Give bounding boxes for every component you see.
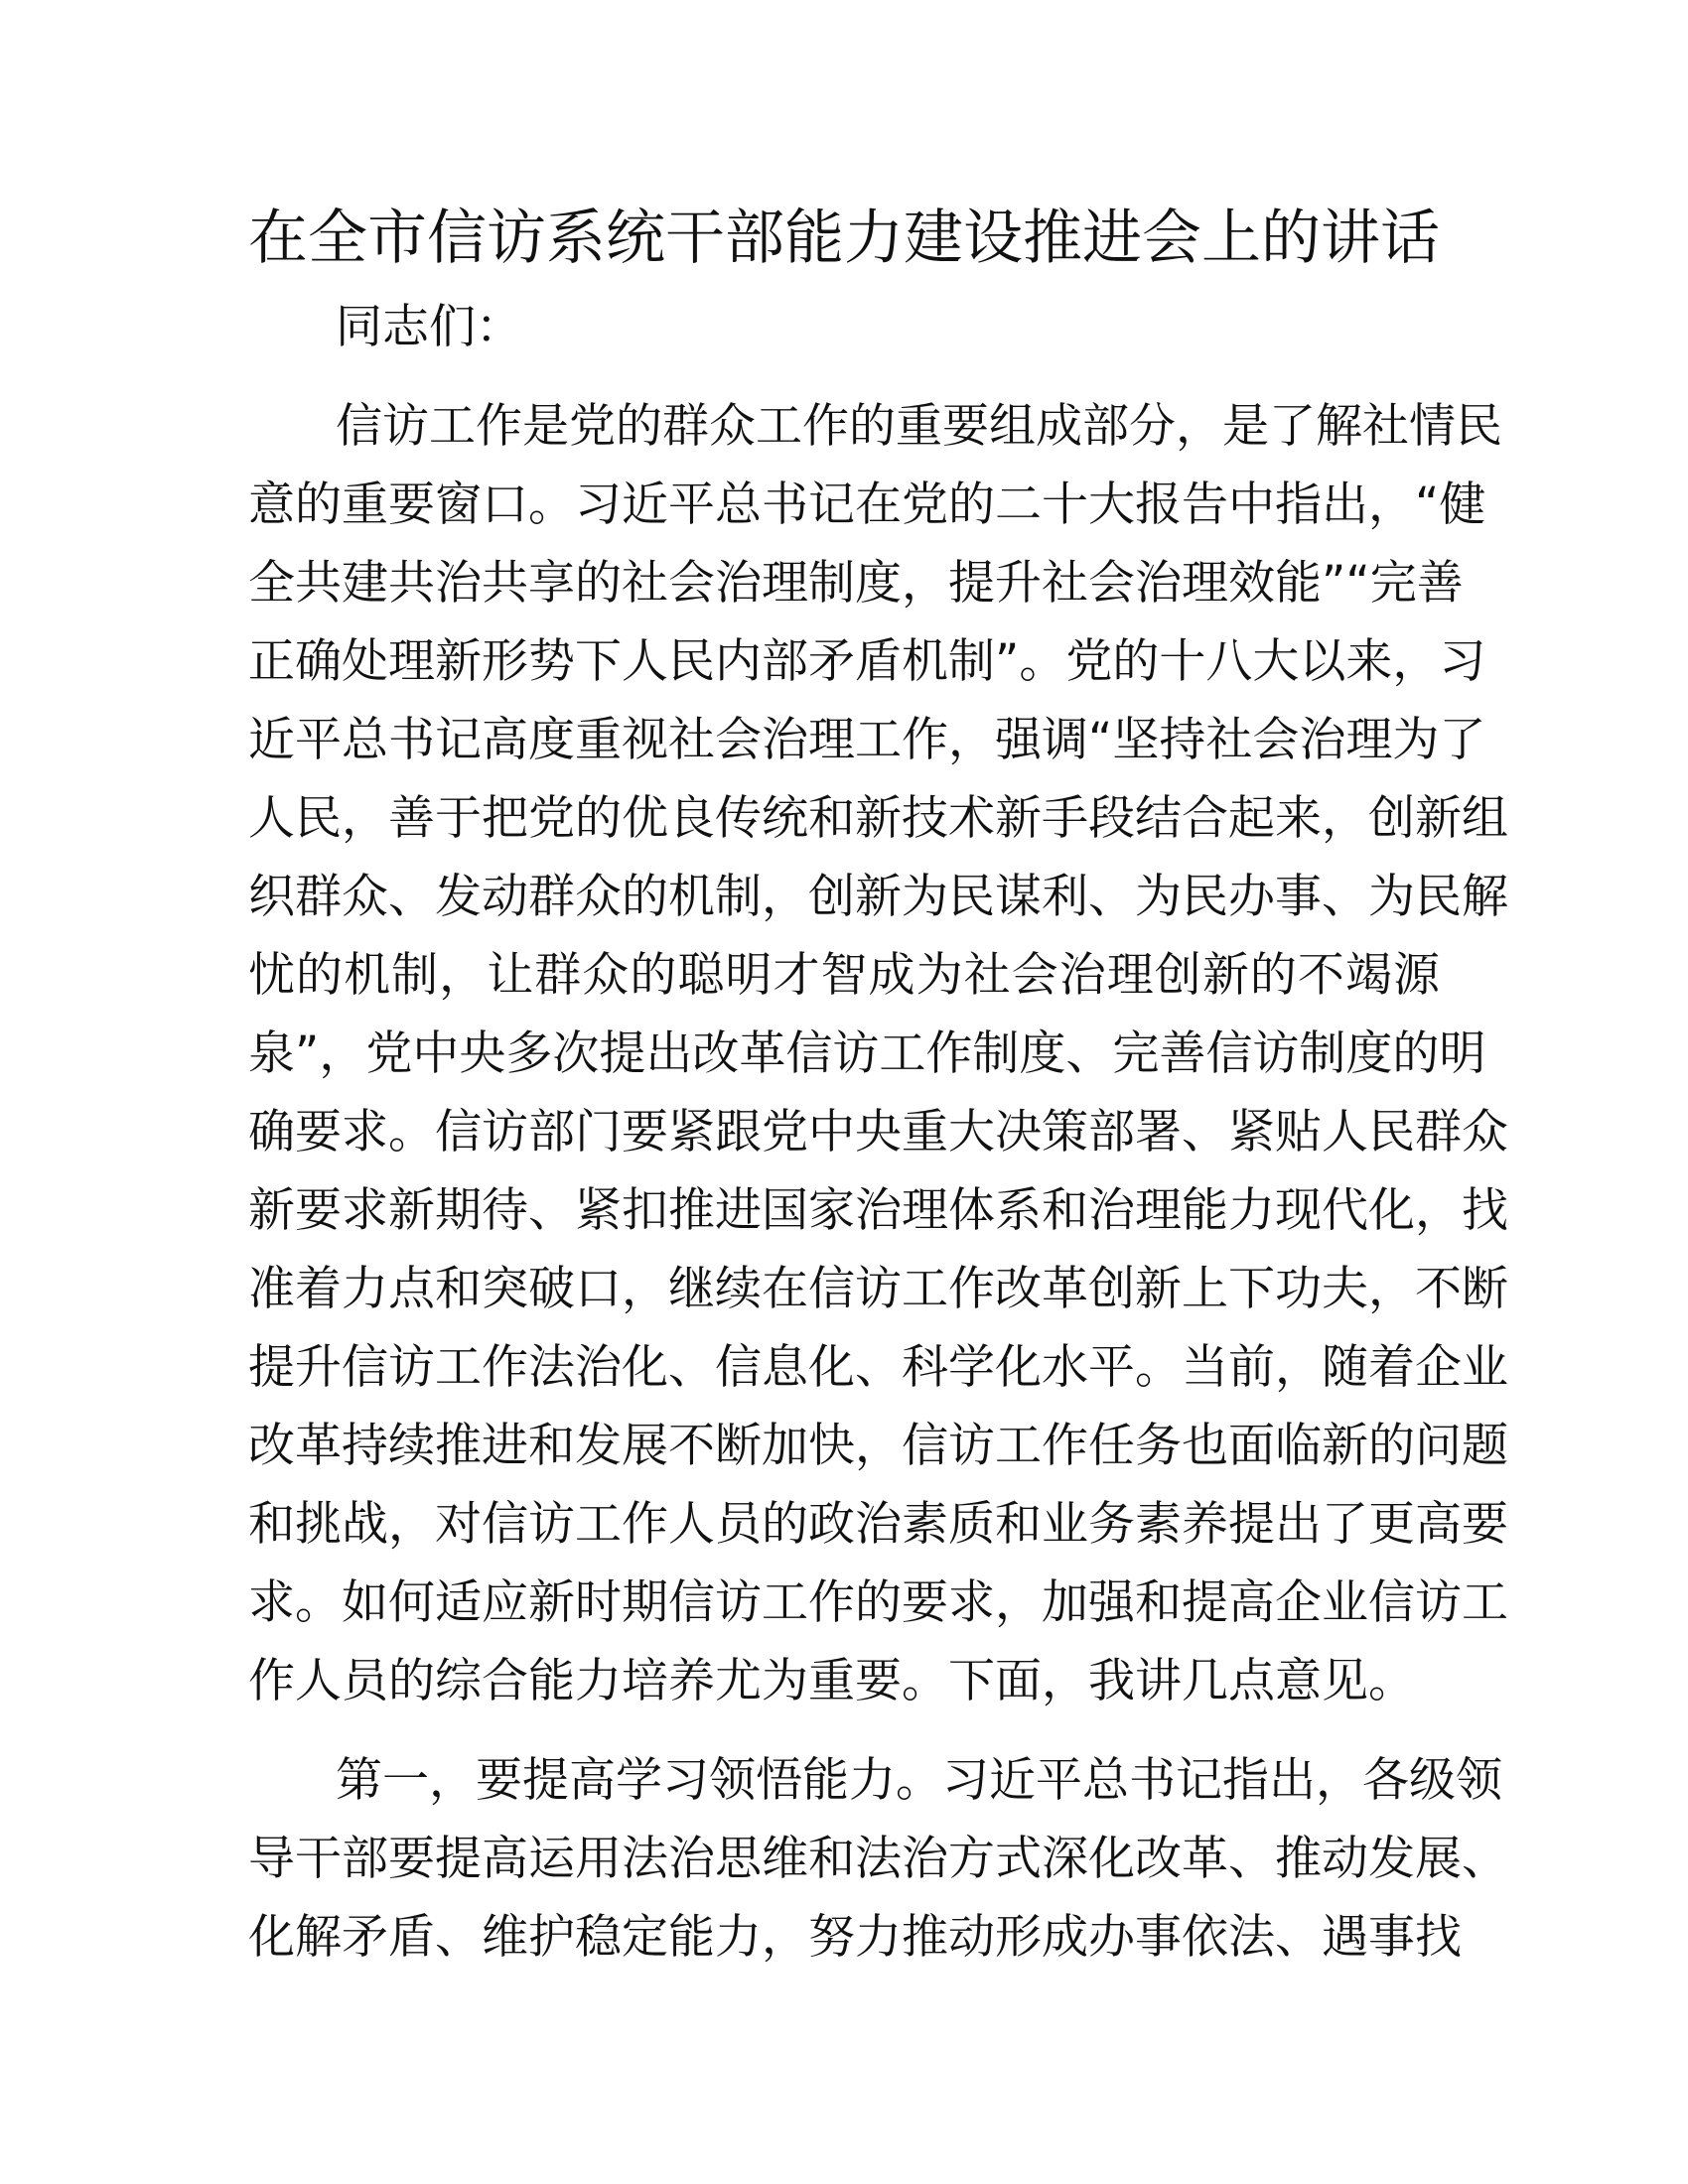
paragraph-1-line: 新要求新期待、紧扣推进国家治理体系和治理能力现代化，找 [248,1183,1508,1238]
paragraph-2-line: 导干部要提高运用法治思维和法治方式深化改革、推动发展、 [248,1832,1508,1886]
paragraph-1-line: 和挑战，对信访工作人员的政治素质和业务素养提出了更高要 [248,1497,1508,1552]
paragraph-2-line: 第一，要提高学习领悟能力。习近平总书记指出，各级领 [336,1753,1502,1808]
paragraph-1-line: 泉”，党中央多次提出改革信访工作制度、完善信访制度的明 [248,1026,1486,1081]
paragraph-1-line: 全共建共治共享的社会治理制度，提升社会治理效能”“完善 [248,556,1464,611]
paragraph-1-line: 意的重要窗口。习近平总书记在党的二十大报告中指出，“健 [248,478,1486,532]
paragraph-1-line: 近平总书记高度重视社会治理工作，强调“坚持社会治理为了 [248,713,1486,767]
paragraph-1-line: 忧的机制，让群众的聪明才智成为社会治理创新的不竭源 [248,948,1440,1003]
document-title: 在全市信访系统干部能力建设推进会上的讲话 [248,204,1440,273]
paragraph-1-line: 改革持续推进和发展不断加快，信访工作任务也面临新的问题 [248,1419,1508,1473]
salutation: 同志们： [336,300,522,354]
paragraph-1-line: 确要求。信访部门要紧跟党中央重大决策部署、紧贴人民群众 [248,1105,1508,1160]
paragraph-1-line: 提升信访工作法治化、信息化、科学化水平。当前，随着企业 [248,1340,1508,1395]
paragraph-1-line: 求。如何适应新时期信访工作的要求，加强和提高企业信访工 [248,1575,1508,1630]
paragraph-1-line: 信访工作是党的群众工作的重要组成部分，是了解社情民 [336,399,1502,454]
paragraph-2-line: 化解矛盾、维护稳定能力，努力推动形成办事依法、遇事找 [248,1910,1462,1965]
paragraph-1-line: 作人员的综合能力培养尤为重要。下面，我讲几点意见。 [248,1654,1415,1708]
paragraph-1-line: 正确处理新形势下人民内部矛盾机制”。党的十八大以来，习 [248,634,1486,689]
paragraph-1-line: 织群众、发动群众的机制，创新为民谋利、为民办事、为民解 [248,870,1508,924]
paragraph-1-line: 准着力点和突破口，继续在信访工作改革创新上下功夫，不断 [248,1262,1508,1316]
paragraph-1-line: 人民，善于把党的优良传统和新技术新手段结合起来，创新组 [248,791,1508,846]
